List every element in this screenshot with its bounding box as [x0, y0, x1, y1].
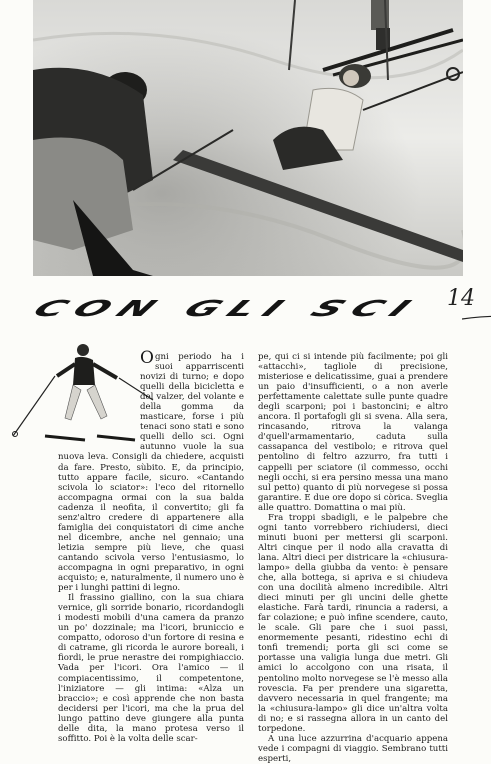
- paragraph: pe, qui ci si intende più facilmente; poi gli «attacchi», tagliole di precisione, misteriose e delicatissime, guai a prendere un paio d'insufficienti, o a non averle perfettamente calettate sulle punte quadre degli scarponi; poi i bastoncini; e altro ancora. Il portafogli gli si svena. Alla sera, rincasando, ritrova la valanga d'quell'armamentario, caduta sulla cassapanca del vestibolo; e ritrova quel pentolino di feltro azzurro, fra tutti i cappelli per sciatore (il commesso, occhi negli occhi, si era persino messa una mano sul petto) quanto di più norvegese si possa garantire. E due ore dopo si còrica. Sveglia alle quattro. Domattina o mai più.: [258, 352, 448, 513]
- page-number-flourish: [462, 314, 491, 320]
- paragraph: A una luce azzurrina d'acquario appena vede i compagni di viaggio. Sembrano tutti esperti,: [258, 733, 448, 764]
- paragraph: Fra troppi sbadigli, e le palpebre che ogni tanto vorrebbero richiudersi, dieci minuti buoni per mettersi gli scarponi. Altri cinque per il nodo alla cravatta di lana. Altri dieci per districare la «chiusura-lampo» della giubba da vento: è pensare che, alla bottega, si apriva e si chiudeva con una docilità almeno incredibile. Altri dieci minuti per gli uncini delle ghette elastiche. Farà tardi, rinuncia a radersi, a far colazione; e può infine scendere, cauto, le scale. Gli pare che i suoi passi, enormemente pesanti, ridestino echi di tonfi tremendi; porta gli sci come se portasse una valigia lunga due metri. Gli amici lo accolgono con una risata, il pentolino molto norvegese se l'è messo alla rovescia. Fa per prendere una sigaretta, davvero necessaria in quel frangente; ma la «chiusura-lampo» gli dice un'altra volta di no; e si rassegna allora in un canto del torpedone.: [258, 512, 448, 734]
- page-number: 14: [447, 286, 475, 311]
- article-column-left: [58, 348, 244, 744]
- paragraph: Il frassino giallino, con la sua chiara vernice, gli sorride bonario, ricordandogli i modesti mobili d'una camera da pranzo un po' dozzinale; ma l'icori, bruniccio e compatto, odoroso d'un fortore di resina e di catrame, gli ricorda le aurore boreali, i fiordi, le prue nerastre dei rompighiaccio. Vada per l'icori. Ora l'amico — il compiacentissimo, il competentone, l'iniziatore — gli intima: «Alza un braccio»; e così apprende che non basta decidersi per l'icori, ma che la prua del lungo pattino deve giungere alla punta delle dita, la mano protesa verso il soffitto. Poi è la volta delle scar-: [58, 593, 244, 744]
- ski-photo: [33, 0, 463, 276]
- headline-title: CON GLI SCI: [26, 296, 427, 322]
- paragraph-text: gni periodo ha i suoi apparriscenti novizi di turno; e dopo quelli della bicicletta e del valzer, del volante e della gomma da masticare, forse i più tenaci sono stati e sono quelli dello sci. Ogni autunno vuole la sua nuova leva. Consigli da chiedere, acquisti da fare. Presto, sùbito. E, da principio, tutto appare facile, sicuro. «Cantando scivola lo sciator»: l'eco del ritornello accompagna ormai con la sua balda cadenza il neofita, il convertito; gli fa senz'altro credere di appartenere alla famiglia dei conquistatori di cime anche nel dicembre, anche nel gennaio; una letizia sempre più lieve, che quasi cantando scivola verso l'entusiasmo, lo accompagna in ogni preparativo, in ogni acquisto; e, naturalmente, il numero uno è per i lunghi pattini di legno.: [58, 352, 244, 594]
- dropcap: O: [140, 348, 154, 368]
- paragraph: [58, 348, 244, 594]
- headline-area: [26, 284, 476, 336]
- article-column-right: [258, 352, 448, 764]
